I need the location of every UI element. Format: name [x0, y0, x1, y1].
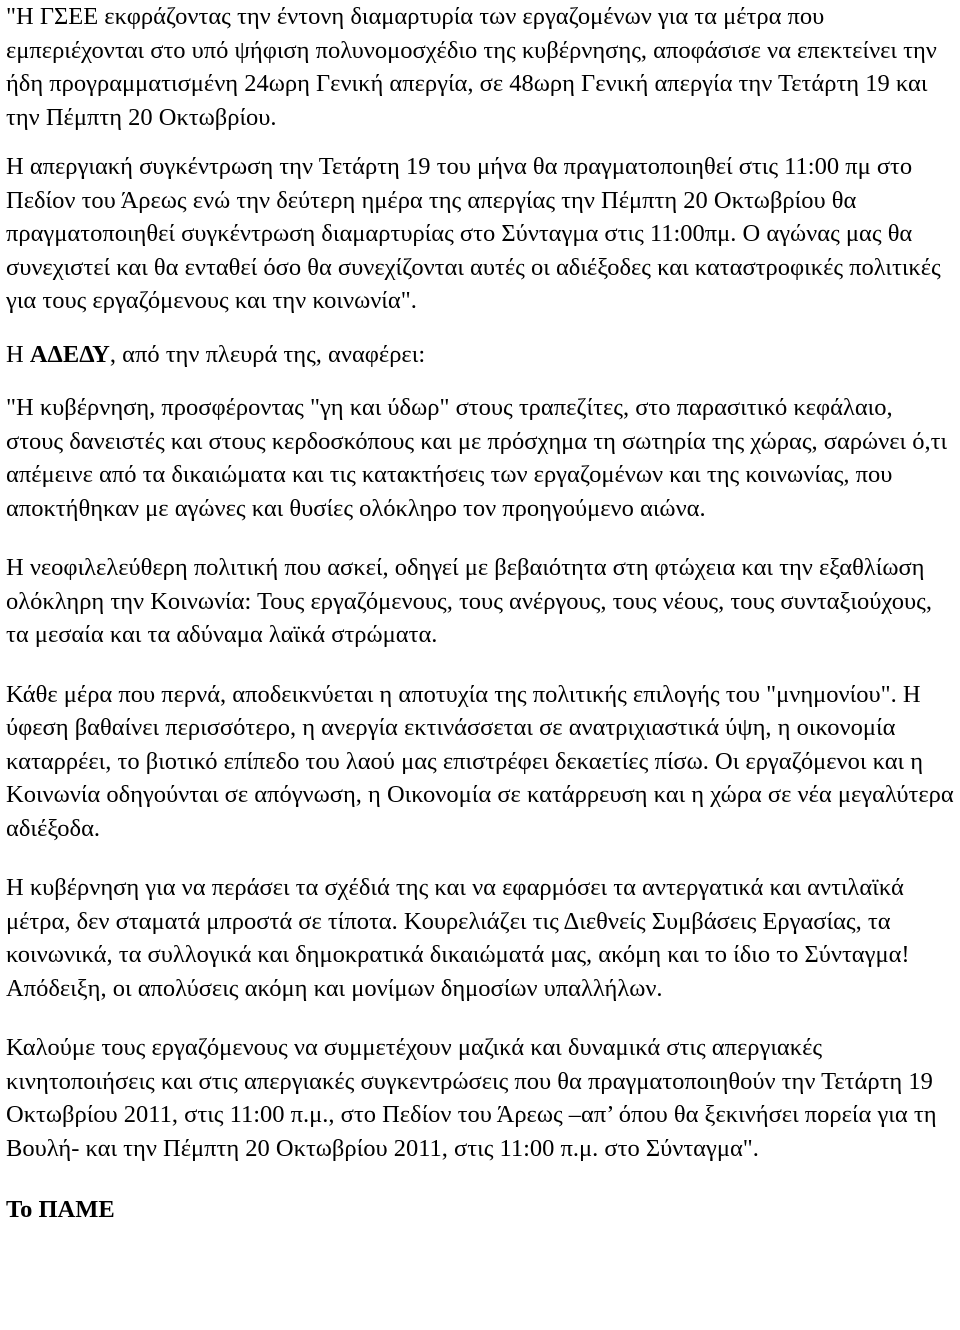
paragraph-adedy-quote: "Η κυβέρνηση, προσφέροντας "γη και ύδωρ" στους τραπεζίτες, στο παρασιτικό κεφάλαιο, στους δανειστές και στους κερδοσκόπους και με πρόσχημα τη σωτηρία της χώρας, σαρώνει ό,τι απέμεινε από τα δικαιώματα και τις κατακτήσεις των εργαζομένων και της κοινωνίας, που αποκτήθηκαν με αγώνες και θυσίες ολόκληρο τον προηγούμενο αιώνα. — [6, 394, 948, 522]
adedy-name: ΑΔΕΔΥ — [29, 340, 110, 368]
adedy-intro-prefix: Η — [6, 340, 30, 368]
paragraph-government: Η κυβέρνηση για να περάσει τα σχέδιά της και να εφαρμόσει τα αντεργατικά και αντιλαϊκά μέτρα, δεν σταματά μπροστά σε τίποτα. Κουρελιάζει τις Διεθνείς Συμβάσεις Εργασίας, τα κοινωνικά, τα συλλογικά και δημοκρατικά δικαιώματά μας, ακόμη και το ίδιο το Σύνταγμα! Απόδειξη, οι απολύσεις ακόμη και μονίμων δημοσίων υπαλλήλων. — [6, 874, 910, 1002]
adedy-intro-suffix: , από την πλευρά της, αναφέρει: — [109, 340, 426, 368]
paragraph-rally-details: Η απεργιακή συγκέντρωση την Τετάρτη 19 του μήνα θα πραγματοποιηθεί στις 11:00 πμ στο Πεδίον του Άρεως ενώ την δεύτερη ημέρα της απεργίας την Πέμπτη 20 Οκτωβρίου θα πραγματοποιηθεί συγκέντρωση διαμαρτυρίας στο Σύνταγμα στις 11:00πμ. Ο αγώνας μας θα συνεχιστεί και θα ενταθεί όσο θα συνεχίζονται αυτές οι αδιέξοδες και καταστροφικές πολιτικές για τους εργαζόμενους και την κοινωνία". — [6, 153, 941, 314]
paragraph-neoliberal: Η νεοφιλελεύθερη πολιτική που ασκεί, οδηγεί με βεβαιότητα στη φτώχεια και την εξαθλίωση ολόκληρη την Κοινωνία: Τους εργαζόμενους, τους ανέργους, τους νέους, τους συνταξιούχους, τα μεσαία και τα αδύναμα λαϊκά στρώματα. — [6, 554, 932, 648]
paragraph-memorandum: Κάθε μέρα που περνά, αποδεικνύεται η αποτυχία της πολιτικής επιλογής του "μνημονίου". Η ύφεση βαθαίνει περισσότερο, η ανεργία εκτινάσσεται σε ανατριχιαστικά ύψη, η οικονομία καταρρέει, το βιοτικό επίπεδο του λαού μας επιστρέφει δεκαετίες πίσω. Οι εργαζόμενοι και η Κοινωνία οδηγούνται σε απόγνωση, η Οικονομία σε κατάρρευση και η χώρα σε νέα μεγαλύτερα αδιέξοδα. — [6, 680, 954, 842]
document-body — [6, 0, 954, 1227]
paragraph-call: Καλούμε τους εργαζόμενους να συμμετέχουν μαζικά και δυναμικά στις απεργιακές κινητοποιήσεις και στις απεργιακές συγκεντρώσεις που θα πραγματοποιηθούν την Τετάρτη 19 Οκτωβρίου 2011, στις 11:00 π.μ., στο Πεδίον του Άρεως –απ’ όπου θα ξεκινήσει πορεία για τη Βουλή- και την Πέμπτη 20 Οκτωβρίου 2011, στις 11:00 π.μ. στο Σύνταγμα". — [6, 1034, 937, 1162]
signature: Το ΠΑΜΕ — [6, 1196, 115, 1223]
paragraph-gsee-quote: "Η ΓΣΕΕ εκφράζοντας την έντονη διαμαρτυρία των εργαζομένων για τα μέτρα που εμπεριέχονται στο υπό ψήφιση πολυνομοσχέδιο της κυβέρνησης, αποφάσισε να επεκτείνει την ήδη προγραμματισμένη 24ωρη Γενική απεργία, σε 48ωρη Γενική απεργία την Τετάρτη 19 και την Πέμπτη 20 Οκτωβρίου. — [6, 3, 937, 131]
paragraph-adedy-intro — [6, 338, 954, 372]
